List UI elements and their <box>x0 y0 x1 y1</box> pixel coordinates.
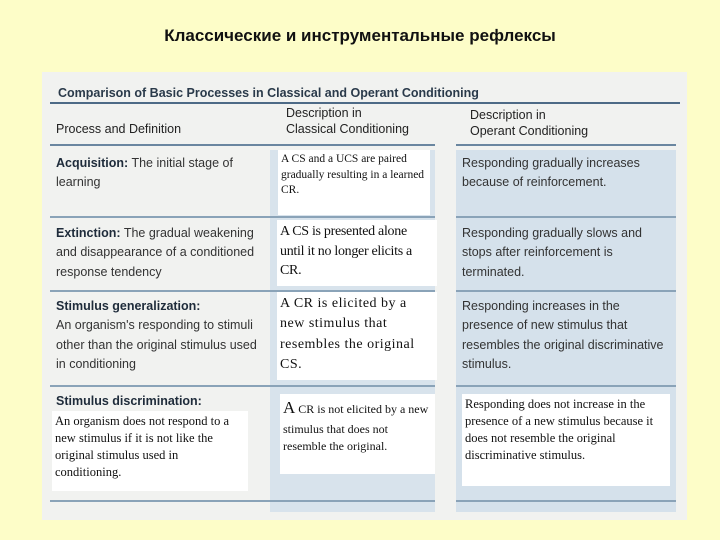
header-operant <box>470 108 588 139</box>
definition-acquisition: The initial stage of learning <box>56 156 233 190</box>
operant-discrimination: Responding does not increase in the presence of a new stimulus because it does not resemble the original discriminative stimulus. <box>462 394 670 486</box>
term-discrimination: Stimulus discrimination: <box>56 394 202 408</box>
row-divider <box>50 290 272 292</box>
row-divider <box>270 216 435 218</box>
row-generalization-definition <box>50 293 272 379</box>
row-divider <box>456 216 676 218</box>
classical-generalization: A CR is elicited by a new stimulus that resembles the original CS. <box>277 292 437 380</box>
scanned-table <box>42 72 687 520</box>
header-operant-line1: Description in <box>470 108 546 122</box>
term-extinction: Extinction: <box>56 226 121 240</box>
operant-acquisition: Responding gradually increases because of reinforcement. <box>462 156 640 190</box>
table-title: Comparison of Basic Processes in Classical and Operant Conditioning <box>58 86 479 100</box>
row-divider <box>456 500 676 502</box>
operant-extinction: Responding gradually slows and stops after reinforcement is terminated. <box>462 226 642 279</box>
row-divider <box>270 500 435 502</box>
slide-title: Классические и инструментальные рефлексы <box>164 26 556 45</box>
classical-extinction: A CS is presented alone until it no longer elicits a CR. <box>277 220 437 286</box>
classical-discrimination <box>280 394 435 474</box>
row-divider <box>50 385 272 387</box>
term-acquisition: Acquisition: <box>56 156 129 170</box>
definition-discrimination: An organism does not respond to a new stimulus if it is not like the original stimulus used in conditioning. <box>52 411 248 491</box>
row-divider <box>456 385 676 387</box>
row-extinction-definition <box>50 220 272 286</box>
header-rule-left <box>50 144 272 146</box>
header-classical <box>286 106 409 137</box>
header-classical-line2: Classical Conditioning <box>286 121 409 136</box>
header-classical-line1: Description in <box>286 106 362 120</box>
definition-extinction: The gradual weakening and disappearance of a conditioned response tendency <box>56 226 255 279</box>
row-divider <box>456 290 676 292</box>
header-process: Process and Definition <box>56 122 182 136</box>
title-rule <box>50 102 680 104</box>
header-rule-right <box>456 144 676 146</box>
term-generalization: Stimulus generalization: <box>56 299 201 313</box>
header-operant-line2: Operant Conditioning <box>470 123 589 138</box>
classical-discrimination-initial: A <box>283 398 296 417</box>
definition-generalization: An organism's responding to stimuli other than the original stimulus used in conditioning <box>56 318 257 372</box>
row-acquisition-definition <box>50 150 272 197</box>
row-divider <box>50 500 272 502</box>
row-divider <box>50 216 272 218</box>
header-rule-mid <box>270 144 435 146</box>
classical-discrimination-text: CR is not elicited by a new stimulus that does not resemble the original. <box>283 402 429 454</box>
operant-generalization: Responding increases in the presence of new stimulus that resembles the original discriminative stimulus. <box>462 299 664 372</box>
row-divider <box>270 385 435 387</box>
classical-acquisition: A CS and a UCS are paired gradually resulting in a learned CR. <box>278 150 430 215</box>
